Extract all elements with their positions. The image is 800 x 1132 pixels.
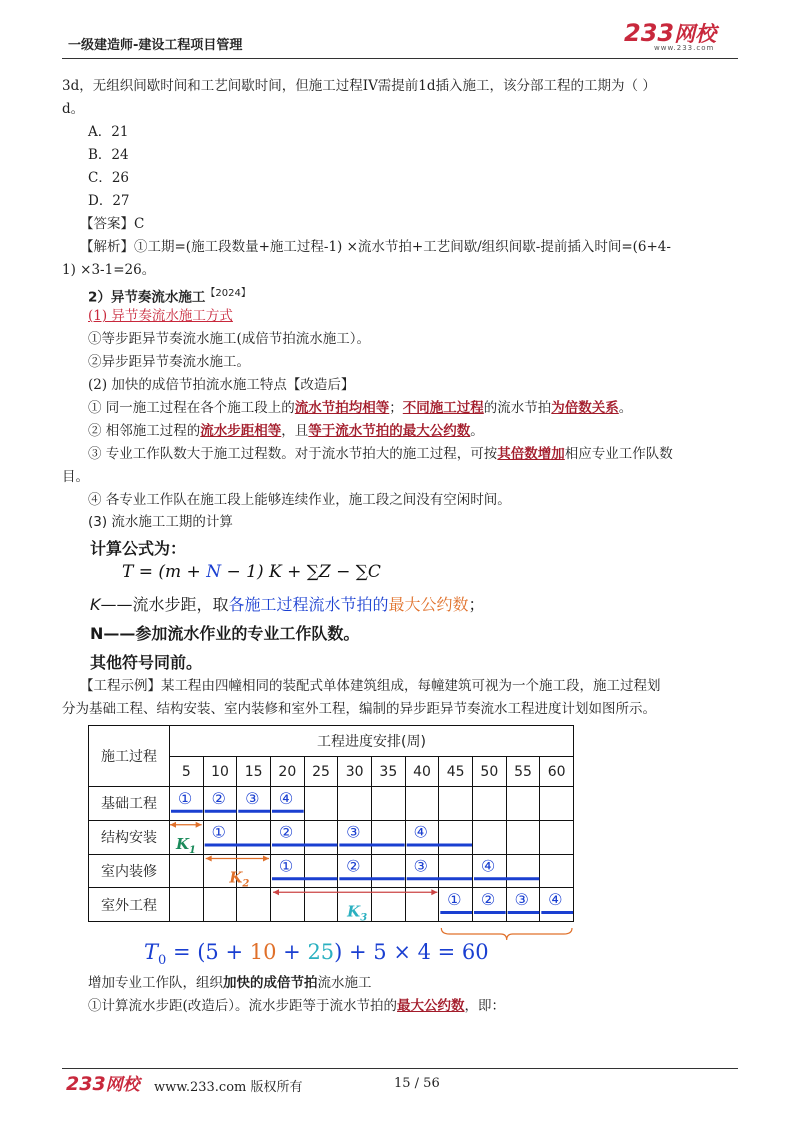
column-header: 50 <box>473 757 507 787</box>
after-line-2 <box>88 996 505 1016</box>
column-header: 5 <box>170 757 204 787</box>
t0-formula <box>144 940 489 968</box>
row-label: 基础工程 <box>88 787 170 821</box>
row-label: 室外工程 <box>88 888 170 922</box>
list-item: ①等步距异节奏流水施工(成倍节拍流水施工）。 <box>88 331 371 347</box>
t0-part: ) + 5 × 4 = 60 <box>334 940 489 964</box>
highlight: 流水节拍均相等 <box>294 400 390 416</box>
segment-label: ① <box>211 822 226 842</box>
segment-label: ① <box>177 788 193 808</box>
text: 增加专业工作队，组织 <box>88 975 223 991</box>
row-label: 室内装修 <box>88 855 170 889</box>
formula-part: T = (m + <box>122 562 207 582</box>
subheading-1: (1) 异节奏流水施工方式 <box>88 308 233 324</box>
segment-label: ③ <box>514 890 529 910</box>
n-definition: N——参加流水作业的专业工作队数。 <box>90 624 360 643</box>
analysis: 【解析】①工期=(施工段数量+施工过程-1) ×流水节拍+工艺间歇/组织间歇-提前插入时间=(6+4- <box>80 239 671 255</box>
text: 相应专业工作队数 <box>564 446 673 462</box>
brace <box>441 928 572 940</box>
segment-label: ③ <box>413 856 428 876</box>
text: 。 <box>618 400 633 416</box>
arrow-head <box>431 889 437 895</box>
row-header-label: 施工过程 <box>101 749 157 765</box>
formula-part: − 1) K + ∑Z − ∑C <box>221 562 381 582</box>
text: 。 <box>470 423 484 439</box>
column-header: 35 <box>372 757 406 787</box>
column-header: 15 <box>237 757 271 787</box>
subheading-3: (3) 流水施工工期的计算 <box>88 514 233 530</box>
feature-3-end: 目。 <box>62 469 89 485</box>
schedule-title: 工程进度安排(周) <box>317 734 426 750</box>
arrow-head <box>196 822 202 828</box>
highlight: 其倍数增加 <box>497 446 565 462</box>
text: ； <box>468 595 485 614</box>
example-text-end: 分为基础工程、结构安装、室内装修和室外工程，编制的异步距异节奏流水工程进度计划如图所示。 <box>62 701 656 717</box>
segment-label: ① <box>447 890 462 910</box>
row-label: 结构安装 <box>88 821 170 855</box>
logo-text: 网校 <box>674 22 717 46</box>
highlight: 等于流水节拍的最大公约数 <box>308 423 471 439</box>
text-blue: 各施工过程流水节拍的 <box>228 595 389 614</box>
column-header: 25 <box>305 757 339 787</box>
footer-rule <box>62 1068 738 1069</box>
arrow-head <box>206 856 212 862</box>
column-header: 20 <box>271 757 305 787</box>
column-header: 45 <box>439 757 473 787</box>
section-heading-text: 2）异节奏流水施工 <box>88 289 206 306</box>
segment-label: ② <box>278 822 294 842</box>
column-header: 55 <box>507 757 541 787</box>
text: ，即： <box>464 998 506 1014</box>
t0-symbol: T <box>144 940 159 964</box>
footer-logo-number: 233 <box>66 1073 106 1095</box>
after-line-1 <box>88 973 372 993</box>
logo-url: www.233.com <box>654 44 715 52</box>
example-text: 【工程示例】某工程由四幢相同的装配式单体建筑组成，每幢建筑可视为一个施工段，施工过程划 <box>80 678 661 694</box>
subheading-2: (2) 加快的成倍节拍流水施工特点【改造后】 <box>88 377 355 393</box>
section-year-tag: 【2024】 <box>205 288 251 299</box>
text: ① 同一施工过程在各个施工段上的 <box>88 400 295 416</box>
footer-copyright: www.233.com 版权所有 <box>154 1080 303 1095</box>
column-header: 30 <box>338 757 372 787</box>
segment-label: ② <box>480 890 496 910</box>
highlight: 为倍数关系 <box>551 400 619 416</box>
highlight: 流水步距相等 <box>200 423 282 439</box>
formula-n: N <box>206 562 222 582</box>
column-header: 40 <box>406 757 440 787</box>
segment-label: ④ <box>480 856 496 876</box>
footer-logo-text: 网校 <box>105 1075 140 1095</box>
text: 流水施工 <box>317 975 372 991</box>
segment-label: ② <box>211 788 226 808</box>
text-bold: 加快的成倍节拍 <box>223 975 318 991</box>
segment-label: ④ <box>548 890 563 910</box>
list-item: ②异步距异节奏流水施工。 <box>88 354 250 370</box>
text: 的流水节拍 <box>483 400 552 416</box>
arrow-head <box>273 889 279 895</box>
segment-label: ④ <box>278 788 294 808</box>
header-title: 一级建造师-建设工程项目管理 <box>68 38 243 53</box>
text: ①计算流水步距(改造后）。流水步距等于流水节拍的 <box>88 998 398 1014</box>
option-d: D．27 <box>88 193 130 209</box>
step-label: $K_3$ <box>347 902 368 924</box>
text-orange: 最大公约数 <box>388 595 469 614</box>
text: ，且 <box>281 423 309 439</box>
option-c: C．26 <box>88 170 130 186</box>
text: ——流水步距，取 <box>100 595 229 614</box>
segment-label: ③ <box>346 822 361 842</box>
text: ③ 专业工作队数大于施工过程数。对于流水节拍大的施工过程，可按 <box>88 446 498 462</box>
t0-k2: 10 <box>249 940 277 964</box>
footer-logo <box>66 1070 140 1095</box>
text: ② 相邻施工过程的 <box>88 423 201 439</box>
feature-4: ④ 各专业工作队在施工段上能够连续作业，施工段之间没有空闲时间。 <box>88 492 511 508</box>
arrow-head <box>263 856 269 862</box>
option-b: B．24 <box>88 147 129 163</box>
highlight: 不同施工过程 <box>402 400 484 416</box>
formula-title: 计算公式为： <box>90 539 187 558</box>
option-a: A．21 <box>88 124 129 140</box>
column-header: 10 <box>204 757 238 787</box>
step-label: $K_1$ <box>176 834 197 856</box>
column-header: 60 <box>540 757 574 787</box>
footer-page-number: 15 / 56 <box>394 1076 440 1091</box>
arrow-head <box>170 822 176 828</box>
text: ； <box>389 400 403 416</box>
logo-number: 233 <box>624 19 675 47</box>
step-label: $K_2$ <box>229 868 250 890</box>
segment-label: ③ <box>245 788 260 808</box>
answer: 【答案】C <box>80 216 145 232</box>
segment-label: ④ <box>413 822 428 842</box>
t0-part: + <box>276 940 308 964</box>
question-text: 3d，无组织间歇时间和工艺间歇时间，但施工过程IV需提前1d插入施工，该分部工程的工期为（ ） <box>62 78 656 94</box>
k-symbol: K <box>90 595 101 614</box>
segment-label: ① <box>278 856 294 876</box>
highlight: 最大公约数 <box>397 998 465 1014</box>
other-symbols: 其他符号同前。 <box>90 653 203 672</box>
t0-part: = (5 + <box>166 940 250 964</box>
t0-k3: 25 <box>307 940 335 964</box>
analysis-end: 1) ×3-1=26。 <box>62 262 156 278</box>
question-text-end: d。 <box>62 101 85 117</box>
segment-label: ② <box>346 856 361 876</box>
t0-subscript: 0 <box>158 953 167 969</box>
